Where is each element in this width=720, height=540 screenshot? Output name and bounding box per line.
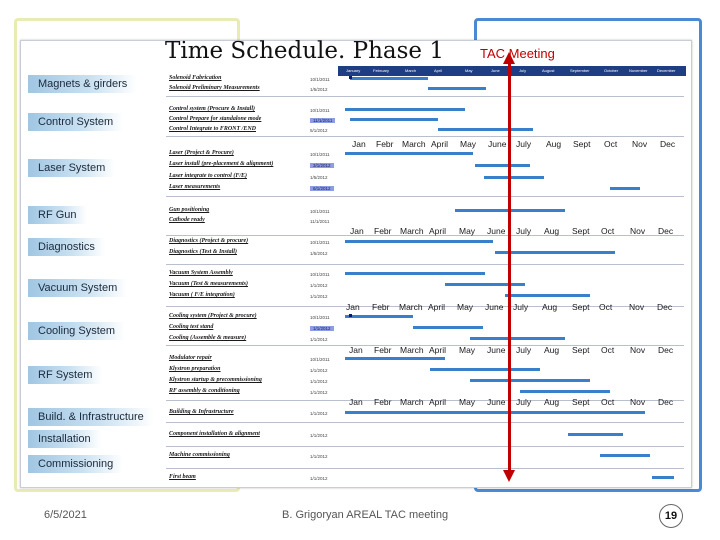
task-name: Laser install (pre-placement & alignment)	[169, 161, 274, 167]
gantt-bar	[413, 326, 483, 329]
month-label: Aug	[544, 226, 560, 236]
task-date: 11/1/2011	[310, 219, 330, 224]
date-highlight: 3/1/2012	[310, 163, 334, 168]
task-date	[310, 163, 334, 168]
gantt-bar	[568, 433, 623, 436]
task-name: Control Prepare for standalone mode	[169, 116, 262, 122]
task-name: Cooling test stand	[169, 324, 214, 330]
month-label: Nov	[630, 345, 646, 355]
gantt-bar	[345, 152, 473, 155]
month-label: April	[431, 139, 449, 149]
month-label: April	[429, 226, 447, 236]
month-label: Aug	[542, 302, 558, 312]
task-date: 10/1/2011	[310, 272, 330, 277]
task-date	[310, 118, 335, 123]
task-name: Machine commissioning	[169, 452, 230, 458]
task-date: 1/1/2012	[310, 454, 328, 459]
header-month: September	[570, 68, 590, 73]
task-date: 5/1/2012	[310, 128, 328, 133]
month-label: April	[429, 397, 447, 407]
task-name: Cathode ready	[169, 217, 205, 223]
category-building-infrastructure: Build. & Infrastructure	[28, 408, 154, 426]
month-label: Nov	[632, 139, 648, 149]
month-label: May	[460, 139, 477, 149]
date-highlight: 1/1/2012	[310, 326, 334, 331]
task-name: Diagnostics (Project & procure)	[169, 238, 249, 244]
group-separator	[166, 136, 684, 137]
month-label: May	[459, 397, 476, 407]
header-month: May	[465, 68, 473, 73]
category-magnets-girders: Magnets & girders	[28, 75, 137, 93]
task-name: Building & Infrastructure	[169, 409, 234, 415]
gantt-bar	[345, 240, 493, 243]
task-name: RF assembly & conditioning	[169, 388, 240, 394]
month-label: Sept	[572, 345, 590, 355]
month-row	[340, 139, 686, 151]
group-separator	[166, 446, 684, 447]
month-label: Febr	[376, 139, 394, 149]
task-date: 10/1/2011	[310, 240, 330, 245]
month-label: Dec	[657, 302, 673, 312]
task-name: Vacuum System Assembly	[169, 270, 233, 276]
group-separator	[166, 96, 684, 97]
task-date: 10/1/2011	[310, 357, 330, 362]
month-label: Sept	[572, 226, 590, 236]
month-label: May	[459, 345, 476, 355]
task-name: Cooling (Assemble & measure)	[169, 335, 247, 341]
month-label: July	[513, 302, 529, 312]
task-name: Component installation & alignment	[169, 431, 260, 437]
month-label: Oct	[601, 345, 615, 355]
month-label: Febr	[372, 302, 390, 312]
month-label: Oct	[599, 302, 613, 312]
gantt-bar	[350, 118, 438, 121]
task-date: 1/5/2012	[310, 87, 328, 92]
month-row	[340, 226, 686, 238]
task-date: 1/1/2012	[310, 390, 328, 395]
task-name: Diagnostics (Test & Install)	[169, 249, 237, 255]
header-month: March	[405, 68, 417, 73]
task-name: Vacuum ( F/E integration)	[169, 292, 235, 298]
task-name: First beam	[169, 474, 196, 480]
month-label: June	[487, 397, 506, 407]
tac-meeting-line	[508, 62, 511, 472]
milestone-marker	[349, 314, 352, 317]
month-label: Nov	[630, 226, 646, 236]
month-label: Jan	[346, 302, 360, 312]
group-separator	[166, 422, 684, 423]
category-commissioning: Commissioning	[28, 455, 123, 473]
task-name: Solenoid Fabrication	[169, 75, 222, 81]
date-highlight: 6/1/2012	[310, 186, 334, 191]
task-name: Klystron startup & precommissioning	[169, 377, 262, 383]
month-label: Oct	[604, 139, 618, 149]
task-name: Cooling system (Project & procure)	[169, 313, 257, 319]
task-date: 10/1/2011	[310, 209, 330, 214]
gantt-bar	[652, 476, 674, 479]
month-label: Jan	[349, 397, 363, 407]
month-label: March	[399, 302, 423, 312]
gantt-bar	[600, 454, 650, 457]
task-name: Modulator repair	[169, 355, 212, 361]
task-name: Klystron preparation	[169, 366, 221, 372]
month-label: Sept	[572, 397, 590, 407]
category-control-system: Control System	[28, 113, 123, 131]
month-label: July	[516, 345, 532, 355]
task-date: 1/5/2012	[310, 175, 328, 180]
gantt-bar	[470, 379, 590, 382]
footer-date: 6/5/2021	[44, 509, 87, 521]
task-date: 1/1/2012	[310, 337, 328, 342]
category-laser-system: Laser System	[28, 159, 115, 177]
gantt-header-months	[338, 66, 686, 76]
task-date: 10/1/2011	[310, 152, 330, 157]
task-date	[310, 326, 334, 331]
month-label: Aug	[546, 139, 562, 149]
task-name: Gun positioning	[169, 207, 210, 213]
month-label: Sept	[572, 302, 590, 312]
header-month: April	[434, 68, 443, 73]
header-month: June	[491, 68, 500, 73]
group-separator	[166, 264, 684, 265]
group-separator	[166, 468, 684, 469]
gantt-bar	[438, 128, 533, 131]
month-label: March	[400, 226, 424, 236]
month-label: Febr	[374, 226, 392, 236]
gantt-bar	[484, 176, 544, 179]
task-date: 1/5/2012	[310, 251, 328, 256]
category-rf-gun: RF Gun	[28, 206, 87, 224]
month-label: May	[459, 226, 476, 236]
month-label: March	[402, 139, 426, 149]
gantt-bar	[430, 368, 540, 371]
month-label: May	[457, 302, 474, 312]
month-label: March	[400, 397, 424, 407]
category-cooling-system: Cooling System	[28, 322, 125, 340]
task-date: 1/1/2012	[310, 283, 328, 288]
month-label: Jan	[349, 345, 363, 355]
task-date: 1/1/2012	[310, 411, 328, 416]
category-installation: Installation	[28, 430, 101, 448]
header-month: January	[346, 68, 361, 73]
month-label: Jan	[352, 139, 366, 149]
gantt-bar	[350, 77, 428, 80]
month-label: Jan	[350, 226, 364, 236]
month-row	[340, 302, 686, 314]
month-label: Oct	[601, 226, 615, 236]
tac-meeting-label: TAC Meeting	[480, 46, 555, 61]
month-row	[340, 397, 686, 409]
header-month: February	[373, 68, 390, 73]
month-label: Febr	[374, 345, 392, 355]
task-date: 1/1/2012	[310, 379, 328, 384]
category-rf-system: RF System	[28, 366, 102, 384]
month-label: Nov	[629, 302, 645, 312]
task-name: Control system (Procure & Install)	[169, 106, 256, 112]
date-highlight: 11/1/2011	[310, 118, 335, 123]
header-month: August	[542, 68, 555, 73]
milestone-marker	[349, 76, 352, 79]
month-label: Aug	[544, 345, 560, 355]
task-name: Solenoid Preliminary Measurements	[169, 85, 260, 91]
task-date: 1/1/2012	[310, 368, 328, 373]
category-diagnostics: Diagnostics	[28, 238, 105, 256]
task-name: Vacuum (Test & measurements)	[169, 281, 248, 287]
task-name: Control Integrate to FRONT /END	[169, 126, 257, 132]
gantt-bar	[475, 164, 530, 167]
task-name: Laser integrate to control (F/E)	[169, 173, 247, 179]
gantt-bar	[505, 294, 590, 297]
month-label: Nov	[630, 397, 646, 407]
gantt-bar	[495, 251, 615, 254]
month-label: Oct	[601, 397, 615, 407]
header-month: October	[604, 68, 619, 73]
header-month: December	[657, 68, 676, 73]
category-vacuum-system: Vacuum System	[28, 279, 127, 297]
task-name: Laser measurements	[169, 184, 221, 190]
gantt-bar	[520, 390, 610, 393]
group-separator	[166, 196, 684, 197]
arrow-down-icon	[503, 470, 515, 482]
arrow-up-icon	[503, 52, 515, 64]
task-name: Laser (Project & Procure)	[169, 150, 234, 156]
month-label: Sept	[573, 139, 591, 149]
header-month: July	[519, 68, 527, 73]
gantt-bar	[470, 337, 565, 340]
month-label: Dec	[658, 226, 674, 236]
month-label: April	[429, 345, 447, 355]
month-label: June	[485, 302, 504, 312]
task-date: 1/1/2012	[310, 294, 328, 299]
footer-text: B. Grigoryan AREAL TAC meeting	[282, 509, 449, 521]
month-label: July	[516, 139, 532, 149]
month-label: July	[516, 226, 532, 236]
month-label: Dec	[658, 345, 674, 355]
month-label: June	[488, 139, 507, 149]
month-label: Aug	[544, 397, 560, 407]
gantt-bar	[428, 87, 486, 90]
slide-title: Time Schedule. Phase 1	[165, 38, 444, 64]
task-date: 1/1/2012	[310, 476, 328, 481]
month-label: April	[428, 302, 446, 312]
gantt-bar	[345, 315, 413, 318]
header-month: November	[629, 68, 648, 73]
gantt-bar	[345, 272, 485, 275]
page-number: 19	[659, 504, 683, 528]
month-label: Febr	[374, 397, 392, 407]
gantt-bar	[345, 357, 445, 360]
month-label: Dec	[658, 397, 674, 407]
gantt-bar	[610, 187, 640, 190]
month-label: June	[487, 226, 506, 236]
task-date: 10/1/2011	[310, 108, 330, 113]
task-date: 1/1/2012	[310, 433, 328, 438]
task-date	[310, 186, 334, 191]
gantt-bar	[345, 411, 645, 414]
month-label: March	[400, 345, 424, 355]
gantt-bar	[345, 108, 465, 111]
month-label: June	[487, 345, 506, 355]
gantt-bar	[445, 283, 525, 286]
month-row	[340, 345, 686, 357]
month-label: July	[516, 397, 532, 407]
task-date: 10/1/2011	[310, 315, 330, 320]
task-date: 10/1/2011	[310, 77, 330, 82]
month-label: Dec	[660, 139, 676, 149]
